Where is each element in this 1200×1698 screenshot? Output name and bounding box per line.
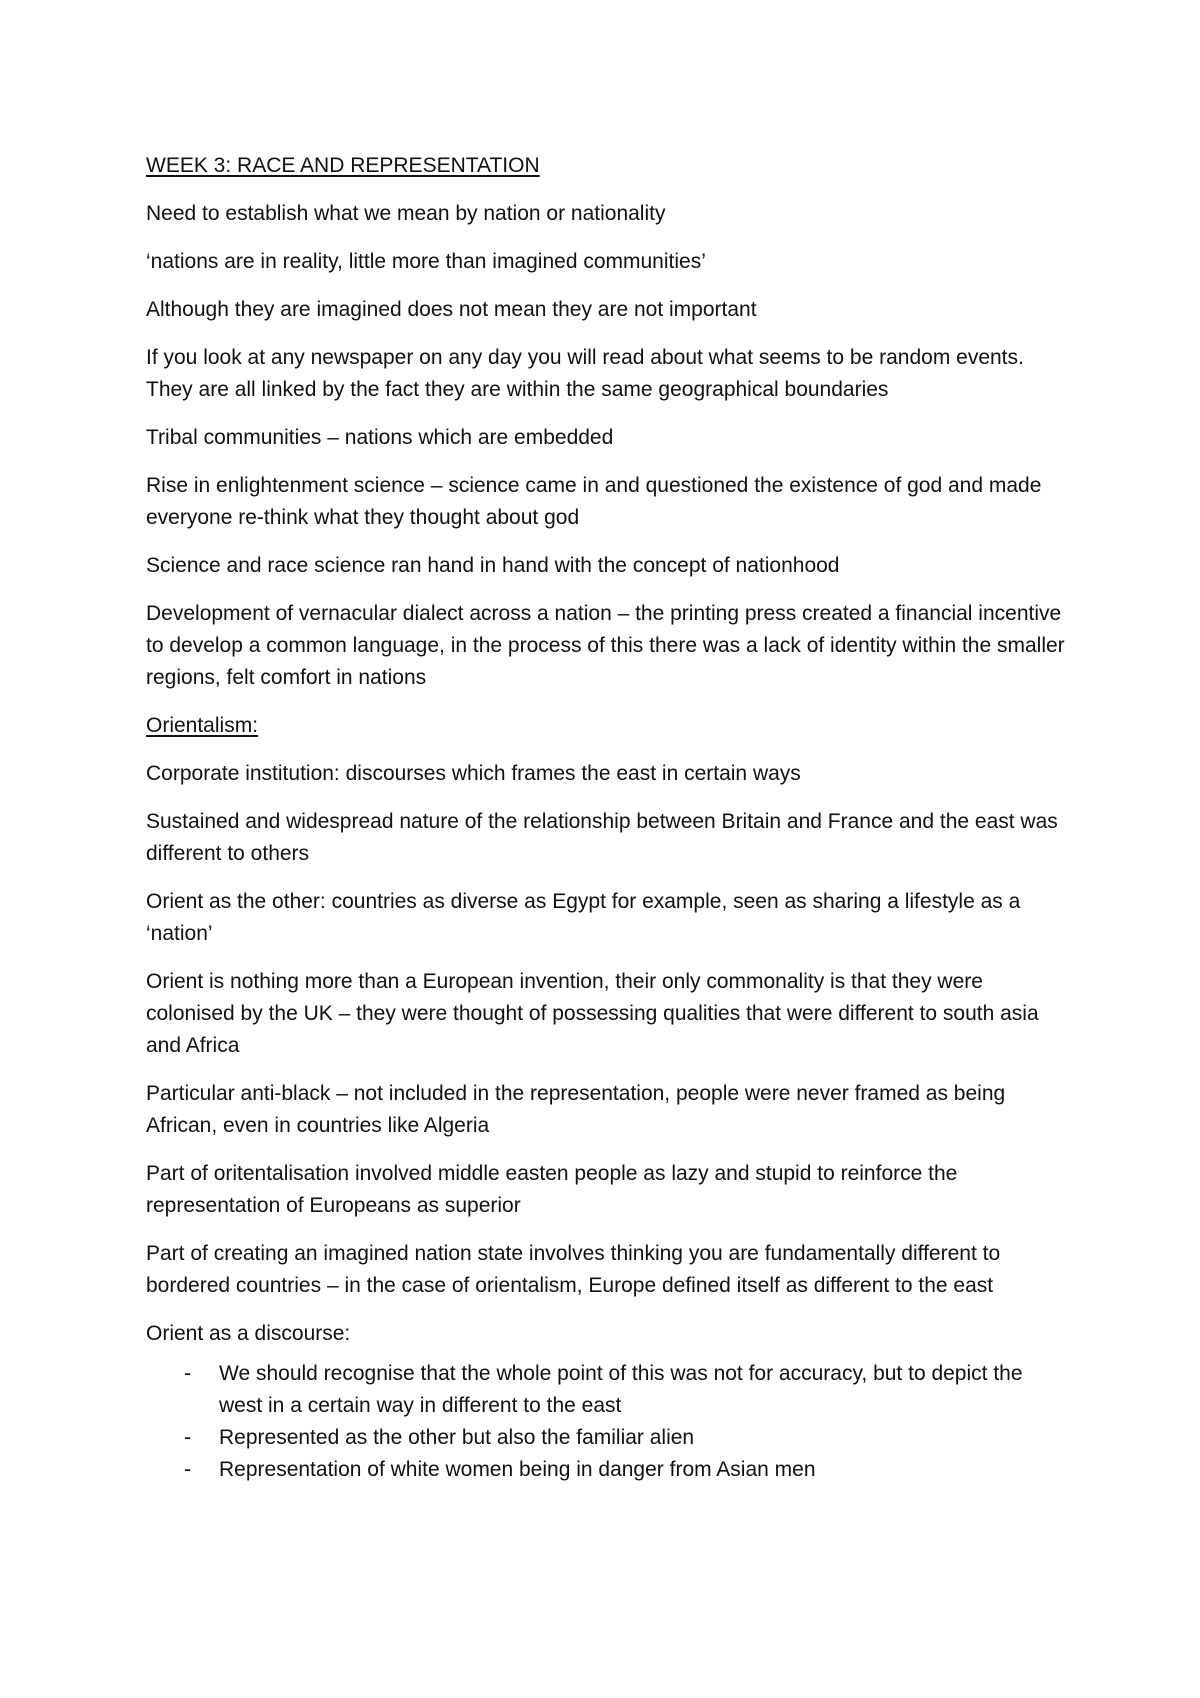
discourse-bullet-list — [146, 1358, 1066, 1486]
bullet-marker: - — [184, 1426, 191, 1449]
paragraph: ‘nations are in reality, little more than imagined communities’ — [146, 250, 706, 273]
discourse-label: Orient as a discourse: — [146, 1322, 351, 1345]
section-heading-orientalism: Orientalism: — [146, 714, 259, 737]
list-item-text: Representation of white women being in danger from Asian men — [219, 1458, 816, 1481]
list-item — [146, 1358, 1066, 1422]
paragraph: Orient as the other: countries as diverse as Egypt for example, seen as sharing a lifestyle as a ‘nation’ — [146, 890, 1021, 945]
paragraph: Development of vernacular dialect across a nation – the printing press created a financial incentive to develop a common language, in the process of this there was a lack of identity within the smaller regions, felt comfort in nations — [146, 602, 1065, 689]
document-body — [146, 150, 1066, 1486]
paragraph: Although they are imagined does not mean they are not important — [146, 298, 757, 321]
bullet-marker: - — [184, 1458, 191, 1481]
paragraph: Tribal communities – nations which are embedded — [146, 426, 614, 449]
paragraph: Need to establish what we mean by nation or nationality — [146, 202, 666, 225]
list-item-text: We should recognise that the whole point of this was not for accuracy, but to depict the west in a certain way in different to the east — [219, 1362, 1023, 1417]
page-title: WEEK 3: RACE AND REPRESENTATION — [146, 154, 540, 177]
list-item — [146, 1422, 1066, 1454]
paragraph: Part of oritentalisation involved middle easten people as lazy and stupid to reinforce the representation of Europeans as superior — [146, 1162, 958, 1217]
paragraph: If you look at any newspaper on any day you will read about what seems to be random events. They are all linked by the fact they are within the same geographical boundaries — [146, 346, 1024, 401]
paragraph: Orient is nothing more than a European invention, their only commonality is that they were colonised by the UK – they were thought of possessing qualities that were different to south asia and Africa — [146, 970, 1039, 1057]
paragraph: Particular anti-black – not included in the representation, people were never framed as being African, even in countries like Algeria — [146, 1082, 1006, 1137]
paragraph: Science and race science ran hand in hand with the concept of nationhood — [146, 554, 840, 577]
paragraph: Corporate institution: discourses which frames the east in certain ways — [146, 762, 801, 785]
paragraph: Part of creating an imagined nation state involves thinking you are fundamentally different to bordered countries – in the case of orientalism, Europe defined itself as different to the east — [146, 1242, 1001, 1297]
list-item — [146, 1454, 1066, 1486]
bullet-marker: - — [184, 1362, 191, 1385]
list-item-text: Represented as the other but also the familiar alien — [219, 1426, 695, 1449]
paragraph: Sustained and widespread nature of the relationship between Britain and France and the east was different to others — [146, 810, 1058, 865]
paragraph: Rise in enlightenment science – science came in and questioned the existence of god and made everyone re-think what they thought about god — [146, 474, 1042, 529]
